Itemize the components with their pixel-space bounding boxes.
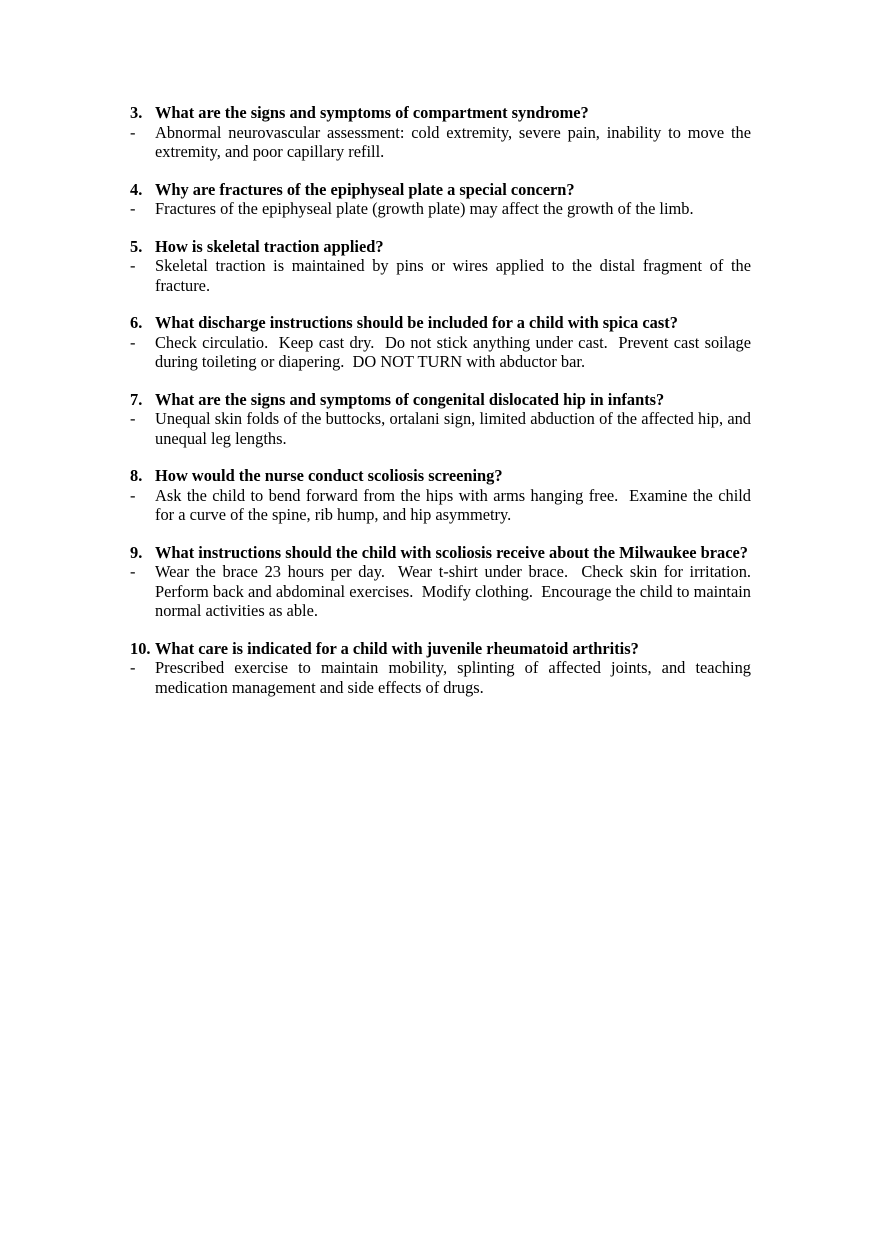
question: [130, 466, 751, 486]
question: [130, 103, 751, 123]
question-text: What instructions should the child with scoliosis receive about the Milwaukee brace?: [155, 542, 748, 562]
answer-bullet: -: [130, 256, 136, 275]
question: [130, 543, 751, 563]
answer-text: Wear the brace 23 hours per day. Wear t-shirt under brace. Check skin for irritation. Perform back and abdominal exercises. Modify clothing. Encourage the child to maintain normal activities as able.: [155, 562, 760, 620]
question-number: 3.: [130, 103, 143, 122]
answer-text: Ask the child to bend forward from the hips with arms hanging free. Examine the child for a curve of the spine, rib hump, and hip asymmetry.: [155, 485, 756, 524]
question: [130, 313, 751, 333]
qa-item-8: [130, 466, 756, 525]
qa-item-9: [130, 542, 760, 621]
answer-text: Prescribed exercise to maintain mobility, splinting of affected joints, and teaching medication management and side effects of drugs.: [155, 658, 751, 697]
qa-item-7: [130, 390, 751, 449]
answer: [130, 256, 751, 295]
question-text: Why are fractures of the epiphyseal plate a special concern?: [155, 179, 575, 199]
question-text: What are the signs and symptoms of congenital dislocated hip in infants?: [155, 389, 665, 409]
answer-bullet: -: [130, 409, 136, 428]
question-number: 8.: [130, 466, 143, 485]
question-text: What are the signs and symptoms of compartment syndrome?: [155, 103, 589, 122]
qa-item-10: [130, 639, 751, 698]
question-number: 5.: [130, 236, 143, 256]
question: [130, 237, 751, 257]
qa-item-4: [130, 180, 751, 219]
answer: [130, 485, 756, 525]
qa-item-3: [130, 103, 751, 162]
answer: [130, 123, 751, 162]
question: [130, 180, 751, 200]
answer-text: Check circulatio. Keep cast dry. Do not stick anything under cast. Prevent cast soilage during toileting or diapering. DO NOT TURN with abductor bar.: [155, 332, 756, 371]
question: [130, 639, 751, 659]
question-number: 7.: [130, 389, 143, 409]
answer-text: Fractures of the epiphyseal plate (growth plate) may affect the growth of the limb.: [155, 199, 694, 218]
question: [130, 390, 751, 410]
answer-bullet: -: [130, 332, 136, 352]
question-number: 4.: [130, 179, 143, 199]
answer: [130, 562, 760, 621]
question-list: [130, 103, 760, 715]
question-text: What discharge instructions should be included for a child with spica cast?: [155, 313, 678, 332]
question-text: What care is indicated for a child with juvenile rheumatoid arthritis?: [155, 638, 639, 658]
answer-text: Skeletal traction is maintained by pins or wires applied to the distal fragment of the fracture.: [155, 256, 751, 295]
answer-text: Abnormal neurovascular assessment: cold extremity, severe pain, inability to move the extremity, and poor capillary refill.: [155, 122, 751, 161]
answer-bullet: -: [130, 122, 136, 142]
qa-item-5: [130, 237, 751, 296]
question-text: How would the nurse conduct scoliosis screening?: [155, 466, 503, 485]
answer-bullet: -: [130, 485, 136, 505]
answer: [130, 409, 751, 448]
question-text: How is skeletal traction applied?: [155, 236, 384, 256]
answer: [130, 658, 751, 697]
answer-text: Unequal skin folds of the buttocks, ortalani sign, limited abduction of the affected hip, and unequal leg lengths.: [155, 409, 751, 448]
question-number: 10.: [130, 638, 151, 658]
answer-bullet: -: [130, 199, 136, 218]
question-number: 9.: [130, 542, 143, 562]
answer: [130, 199, 751, 219]
qa-item-6: [130, 313, 756, 372]
answer-bullet: -: [130, 562, 136, 581]
question-number: 6.: [130, 313, 143, 332]
answer: [130, 332, 756, 372]
answer-bullet: -: [130, 658, 136, 677]
